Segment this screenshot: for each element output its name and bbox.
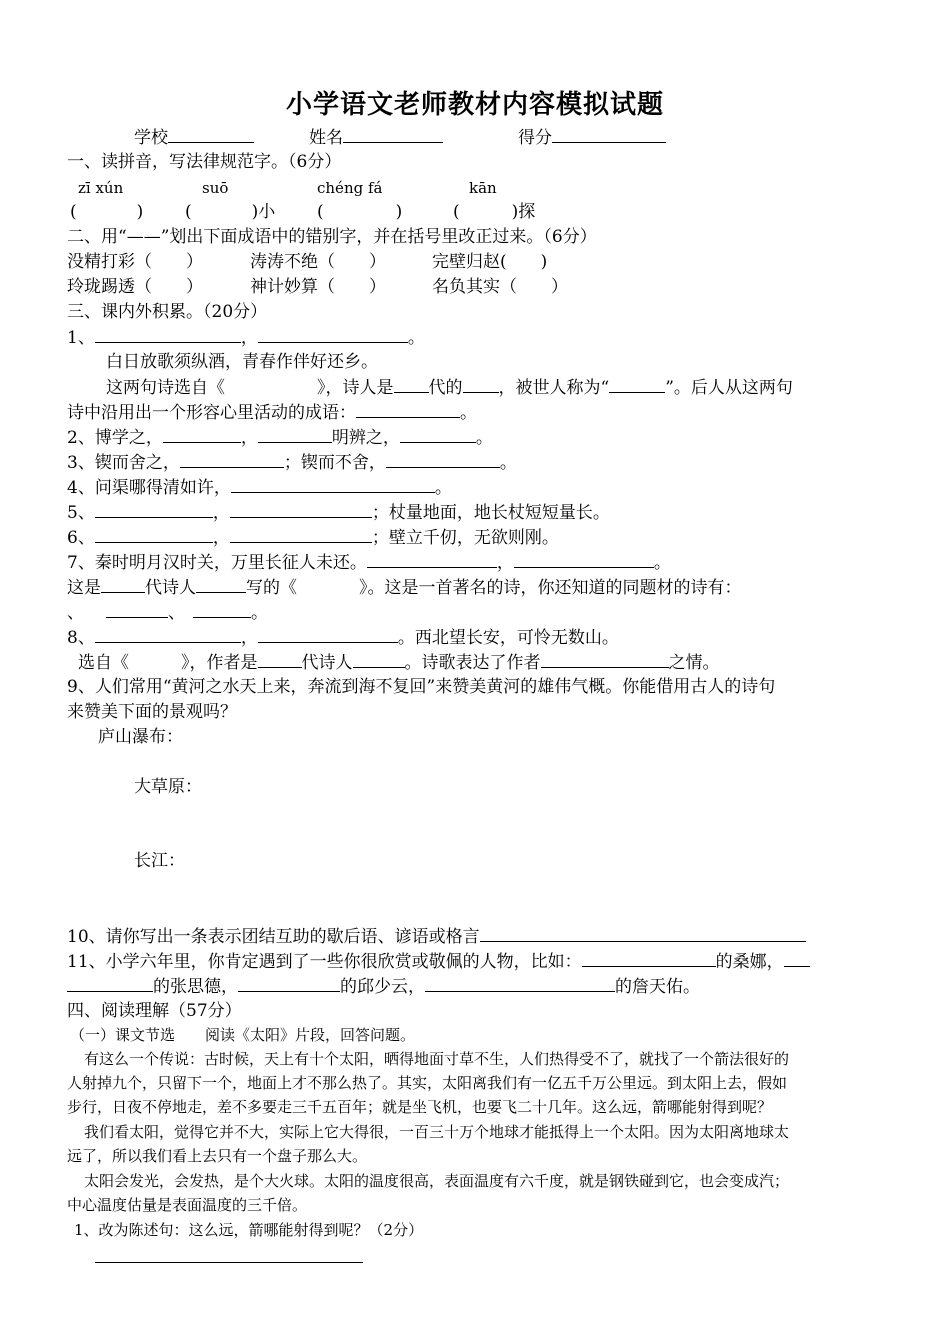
question-7-detail[interactable]: 这是 代诗人 写的《 》。这是一首著名的诗，你还知道的同题材的诗有： [67, 578, 742, 598]
idiom-item[interactable]: 涛涛不绝（ ） [250, 252, 386, 272]
question-8[interactable]: 8、 ， 。西北望长安，可怜无数山。 [67, 628, 619, 648]
section-1-heading: 一、读拼音，写法律规范字。（6分） [67, 152, 342, 172]
question-11-cont[interactable]: 的张思德， 的邱少云， 的詹天佑。 [67, 975, 700, 998]
question-11[interactable]: 11、小学六年里，你肯定遇到了一些你很欣赏或敬佩的人物，比如： 的桑娜， [67, 950, 810, 973]
pinyin-4: kān [469, 179, 497, 197]
school-field[interactable] [134, 126, 254, 149]
question-1-idiom[interactable]: 诗中沿用出一个形容心里活动的成语： 。 [67, 403, 477, 423]
poem-line: 白日放歌须纵酒，青春作伴好还乡。 [106, 352, 378, 372]
idiom-item[interactable]: 名负其实（ ） [432, 277, 568, 297]
pinyin-1: zī xún [78, 179, 124, 197]
question-2[interactable]: 2、博学之， ， 明辨之， 。 [67, 428, 493, 448]
question-3[interactable]: 3、锲而舍之， ；锲而不舍， 。 [67, 453, 517, 473]
answer-box-2[interactable]: ( )小 [185, 202, 276, 222]
score-label: 得分 [518, 128, 552, 148]
page-title: 小学语文老师教材内容模拟试题 [285, 90, 664, 120]
answer-line[interactable] [95, 1262, 363, 1263]
pinyin-2: suō [202, 179, 229, 197]
answer-box-3[interactable]: ( ) [317, 202, 403, 222]
question-9-cont: 来赞美下面的景观吗？ [67, 702, 237, 722]
question-7-answers[interactable]: 、 、 。 [67, 603, 268, 623]
passage-line: 人射掉九个，只留下一个，地面上才不那么热了。其实，太阳离我们有一亿五千万公里远。到太阳上去，假如 [67, 1074, 788, 1092]
answer-box-1[interactable]: ( ) [70, 202, 144, 222]
name-label: 姓名 [309, 128, 343, 148]
passage-line: 步行，日夜不停地走，差不多要走三千五百年；就是坐飞机，也要飞二十几年。这么远，箭哪能射得到呢？ [67, 1098, 773, 1116]
reading-question-1: 1、改为陈述句：这么远，箭哪能射得到呢？（2分） [74, 1221, 424, 1239]
answer-box-4[interactable]: ( )探 [453, 202, 536, 222]
question-1-blanks[interactable]: 1、 ， 。 [67, 328, 425, 348]
section-2-heading: 二、用“——”划出下面成语中的错别字，并在括号里改正过来。（6分） [67, 227, 597, 247]
section-4-heading: 四、阅读理解（57分） [67, 1001, 242, 1021]
question-6[interactable]: 6、 ， ；壁立千仞，无欲则刚。 [67, 528, 559, 548]
passage-line: 太阳会发光，会发热，是个大火球。太阳的温度很高，表面温度有六千度，就是钢铁碰到它，也会变成汽； [84, 1172, 790, 1190]
answer-grassland[interactable]: 大草原： [134, 777, 202, 797]
question-1-source[interactable]: 这两句诗选自《 》，诗人是 代的 ，被世人称为“ ”。后人从这两句 [106, 378, 793, 398]
idiom-item[interactable]: 神计妙算（ ） [250, 277, 386, 297]
question-8-detail[interactable]: 选自《 》，作者是 代诗人 。诗歌表达了作者 之情。 [78, 653, 720, 673]
question-5[interactable]: 5、 ， ；杖量地面，地长杖短短量长。 [67, 503, 610, 523]
idiom-item[interactable]: 完壁归赵( ) [432, 252, 548, 272]
passage-line: 有这么一个传说：古时候，天上有十个太阳，晒得地面寸草不生，人们热得受不了，就找了一个箭法很好的 [84, 1050, 790, 1068]
question-7[interactable]: 7、秦时明月汉时关，万里长征人未还。 ， 。 [67, 553, 671, 573]
name-field[interactable] [309, 126, 443, 149]
question-10[interactable]: 10、请你写出一条表示团结互助的歇后语、谚语或格言 [67, 925, 806, 948]
answer-lushan[interactable]: 庐山瀑布： [98, 727, 183, 747]
question-4[interactable]: 4、问渠哪得清如许， 。 [67, 478, 452, 498]
passage-line: 我们看太阳，觉得它并不大，实际上它大得很，一百三十万个地球才能抵得上一个太阳。因为太阳离地球太 [84, 1123, 790, 1141]
idiom-item[interactable]: 玲珑踢透（ ） [67, 277, 203, 297]
pinyin-3: chéng fá [317, 179, 383, 197]
passage-line: 中心温度估量是表面温度的三千倍。 [67, 1196, 308, 1214]
question-9: 9、人们常用“黄河之水天上来，奔流到海不复回”来赞美黄河的雄伟气概。你能借用古人的诗句 [67, 677, 776, 697]
score-field[interactable] [518, 126, 666, 149]
passage-line: 远了，所以我们看上去只有一个盘子那么大。 [67, 1147, 368, 1165]
answer-yangtze[interactable]: 长江： [134, 851, 185, 871]
section-3-heading: 三、课内外积累。（20分） [67, 302, 268, 322]
school-label: 学校 [134, 128, 168, 148]
reading-subheading: （一）课文节选 阅读《太阳》片段，回答问题。 [70, 1026, 416, 1044]
idiom-item[interactable]: 没精打彩（ ） [67, 252, 203, 272]
